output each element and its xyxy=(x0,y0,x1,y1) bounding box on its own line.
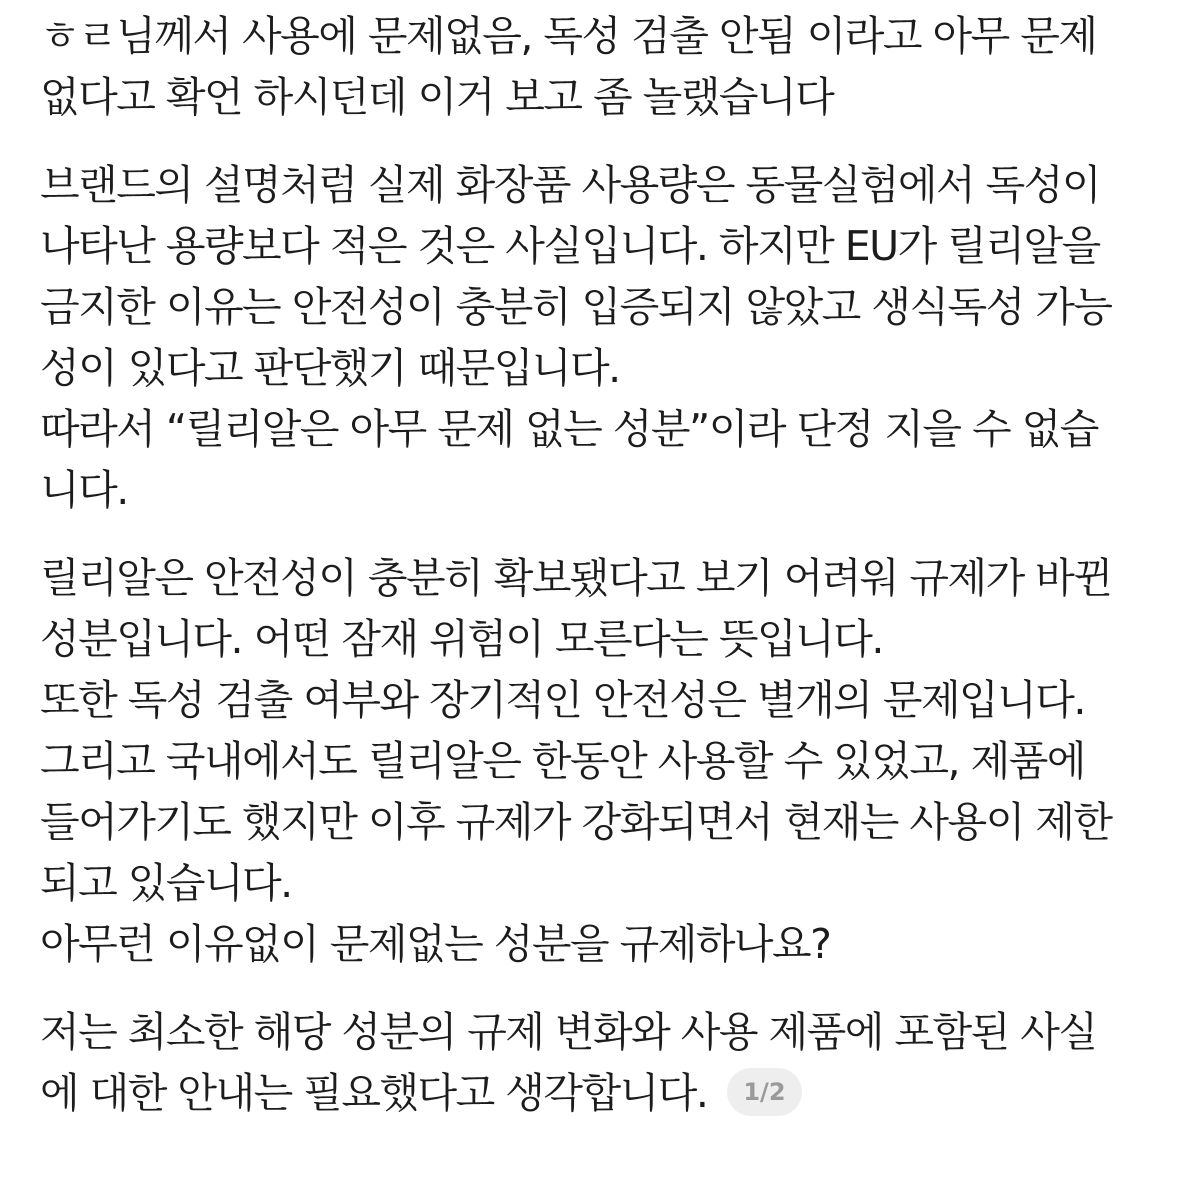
text-line: 니다. xyxy=(40,466,128,514)
paragraph-1 xyxy=(40,6,1150,128)
text-line: 없다고 확언 하시던데 이거 보고 좀 놀랬습니다 xyxy=(40,73,834,121)
text-line: 또한 독성 검출 여부와 장기적인 안전성은 별개의 문제입니다. xyxy=(40,676,1085,724)
text-line: 성이 있다고 판단했기 때문입니다. xyxy=(40,344,620,392)
text-line: ㅎㄹ님께서 사용에 문제없음, 독성 검출 안됨 이라고 아무 문제 xyxy=(40,12,1097,60)
text-line: 에 대한 안내는 필요했다고 생각합니다. xyxy=(40,1069,708,1117)
text-line: 아무런 이유없이 문제없는 성분을 규제하나요? xyxy=(40,920,831,968)
page-indicator-badge[interactable]: 1/2 xyxy=(727,1068,801,1116)
paragraph-4 xyxy=(40,1002,1150,1124)
post-body xyxy=(40,6,1150,1124)
text-line: 금지한 이유는 안전성이 충분히 입증되지 않았고 생식독성 가능 xyxy=(40,283,1112,331)
text-line: 브랜드의 설명처럼 실제 화장품 사용량은 동물실험에서 독성이 xyxy=(40,161,1100,209)
text-line: 따라서 “릴리알은 아무 문제 없는 성분”이라 단정 지을 수 없습 xyxy=(40,405,1098,453)
paragraph-2 xyxy=(40,155,1150,521)
text-line: 들어가기도 했지만 이후 규제가 강화되면서 현재는 사용이 제한 xyxy=(40,798,1112,846)
text-line: 저는 최소한 해당 성분의 규제 변화와 사용 제품에 포함된 사실 xyxy=(40,1008,1097,1056)
text-line: 되고 있습니다. xyxy=(40,859,292,907)
text-line: 나타난 용량보다 적은 것은 사실입니다. 하지만 EU가 릴리알을 xyxy=(40,222,1100,270)
text-line: 그리고 국내에서도 릴리알은 한동안 사용할 수 있었고, 제품에 xyxy=(40,737,1085,785)
text-line: 릴리알은 안전성이 충분히 확보됐다고 보기 어려워 규제가 바뀐 xyxy=(40,554,1112,602)
text-line-with-pager xyxy=(40,1063,1150,1124)
text-line: 성분입니다. 어떤 잠재 위험이 모른다는 뜻입니다. xyxy=(40,615,883,663)
paragraph-3 xyxy=(40,548,1150,975)
